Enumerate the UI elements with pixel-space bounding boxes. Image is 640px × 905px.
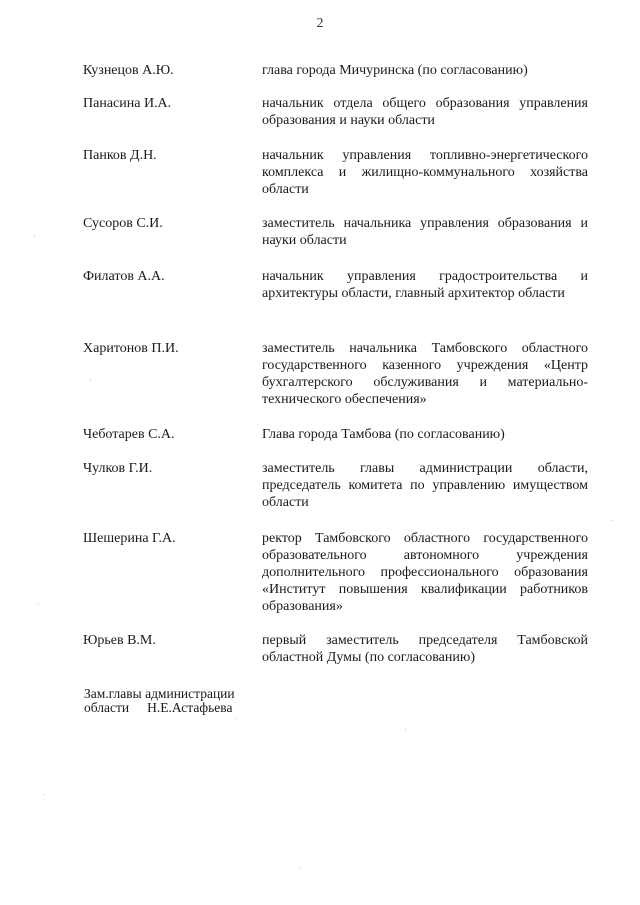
member-role: заместитель главы администрации области, председатель комитета по управлению имуществом области [262,461,588,510]
member-role: начальник управления градостроительства и архитектуры области, главный архитектор области [262,269,588,301]
member-name: Чулков Г.И. [83,461,153,476]
member-role: глава города Мичуринска (по согласованию) [262,63,528,78]
scan-speck [300,868,301,869]
scan-speck [38,604,39,605]
scan-speck [236,718,237,719]
scan-speck [34,236,35,237]
member-name: Чеботарев С.А. [83,427,175,442]
signature-name: Н.Е.Астафьева [147,700,233,715]
scan-speck [405,729,406,730]
signature-title: Зам.главы администрации [84,686,235,701]
member-role: начальник управления топливно-энергетического комплекса и жилищно-коммунального хозяйства области [262,148,588,197]
scan-speck [612,520,613,521]
member-name: Сусоров С.И. [83,216,163,231]
member-name: Харитонов П.И. [83,341,179,356]
signature-line [84,701,235,715]
member-role: заместитель начальника Тамбовского областного государственного казенного учреждения «Центр бухгалтерского обслуживания и материально-технического обеспечения» [262,341,588,407]
member-role: первый заместитель председателя Тамбовской областной Думы (по согласованию) [262,633,588,665]
member-name: Юрьев В.М. [83,633,156,648]
member-role: начальник отдела общего образования управления образования и науки области [262,96,588,128]
member-role: ректор Тамбовского областного государственного образовательного автономного учреждения дополнительного профессионального образования «Институт повышения квалификации работников образования» [262,531,588,614]
member-role: Глава города Тамбова (по согласованию) [262,427,505,442]
member-role: заместитель начальника управления образования и науки области [262,216,588,248]
scan-speck [43,794,44,795]
signature-block [84,687,235,715]
member-name: Шешерина Г.А. [83,531,176,546]
member-name: Панасина И.А. [83,96,172,111]
scan-speck [90,380,91,381]
member-name: Панков Д.Н. [83,148,157,163]
signature-region: области [84,700,130,715]
member-name: Филатов А.А. [83,269,165,284]
page-number: 2 [316,16,324,31]
member-name: Кузнецов А.Ю. [83,63,174,78]
